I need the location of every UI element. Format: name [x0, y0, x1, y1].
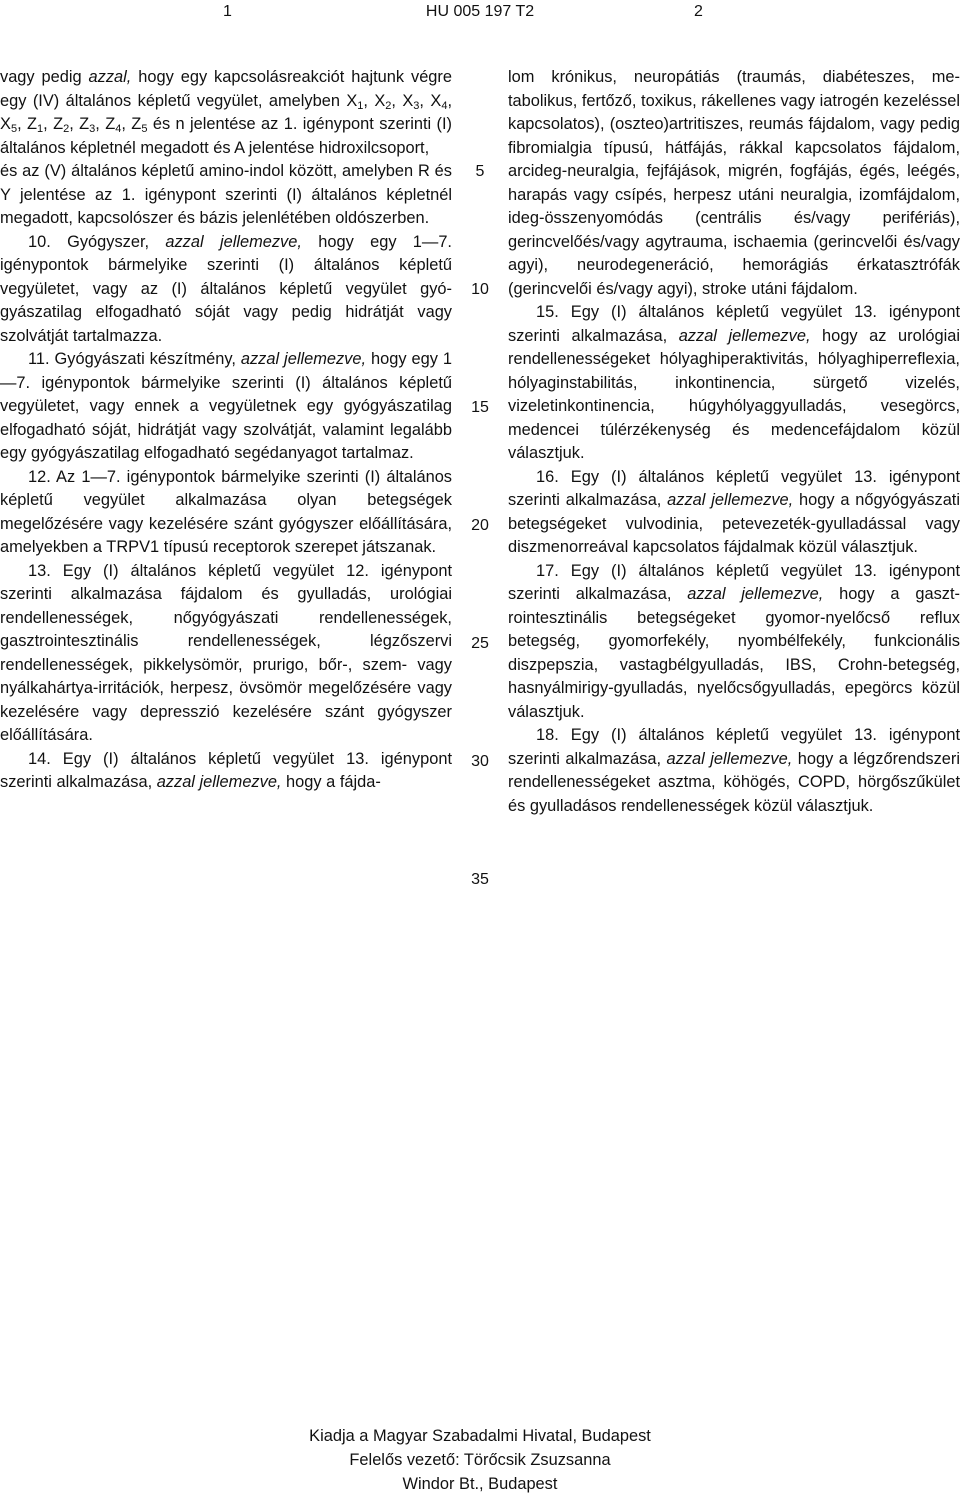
line-number: 15 — [471, 399, 489, 416]
printer-line: Windor Bt., Budapest — [402, 1475, 558, 1493]
claim-9-amino-indol: és az (V) általános képletű amino-indol között, amelyben R és Y jelentése az 1. igénypont szerinti (I) általános képletnél megadott, kapcsolószer és bázis jelenlétében oldószerben. — [0, 162, 452, 227]
claim-11: 11. Gyógyászati készítmény, azzal jellemezve, hogy egy 1—7. igénypontok bármelyike szerinti (I) általános képletű vegyületet, vagy ennek a vegyületnek egy gyógyászatilag elfogadható sóját, hidrátját vagy szolvátját, valamint legalább egy gyógyászatilag elfogadható segédanyagot tartalmaz. — [0, 350, 452, 462]
page-number-right: 2 — [694, 3, 703, 20]
page-number-left: 1 — [223, 3, 232, 20]
claim-15: 15. Egy (I) általános képletű vegyület 13. igénypont szerinti alkalmazása, azzal jellemezve, hogy az urológiai rendellenességeket hólyaghiperaktivitás, hólyaghiperreflexia, hólyaginstabilitás, inkontinencia, sürgető vizelés, vizeletinkontinencia, húgyhólyaggyulladás, vesegörcs, medencei túlérzékenység és medencefájdalom közül választjuk. — [508, 303, 960, 462]
claim-14-continuation: lom krónikus, neuropátiás (traumás, diabéteszes, metabolikus, fertőző, toxikus, rákellenes vagy iatrogén kezeléssel kapcsolatos), (oszteo)artritiszes, reumás fájdalom, vagy pedig fibromialgia típusú, hátfájás, rákkal kapcsolatos fájdalom, arcideg-neuralgia, fejfájások, migrén, fogfájás, égés, leégés, harapás vagy csípés, herpesz utáni neuralgia, izomfájdalom, ideg-összenyomódás (centrális és/vagy perifériás), gerincvelőés/vagy agytrauma, ischaemia (gerincvelői és/vagy agyi), neurodegeneráció, hemorágiás érkatasztrófák (gerincvelői és/vagy agyi), stroke utáni fájdalom. — [508, 68, 960, 298]
claim-10: 10. Gyógyszer, azzal jellemezve, hogy egy 1—7. igénypontok bármelyike szerinti (I) általános képletű vegyületet, vagy az (I) általános képletű vegyület gyógyászatilag elfogadható sóját vagy pedig hidrátját vagy szolvátját tartalmazza. — [0, 232, 452, 345]
claim-16: 16. Egy (I) általános képletű vegyület 13. igénypont szerinti alkalmazása, azzal jellemezve, hogy a nőgyógyászati betegségeket vulvodinia, petevezeték-gyulladással vagy diszmenorreával kapcsolatos fájdalmak közül választjuk. — [508, 467, 960, 556]
line-number: 5 — [475, 163, 485, 180]
document-number: HU 005 197 T2 — [425, 3, 535, 20]
publisher-line: Kiadja a Magyar Szabadalmi Hivatal, Budapest — [309, 1427, 651, 1445]
claim-13: 13. Egy (I) általános képletű vegyület 12. igénypont szerinti alkalmazása fájdalom és gyulladás, urológiai rendellenességek, nőgyógyászati rendellenességek, gasztrointesztinális rendellenességek, légzőszervi rendellenességek, pikkelysömör, prurigo, bőr-, szem- vagy nyálkahártya-irritációk, herpesz, övsömör megelőzésére vagy kezelésére vagy depresszió kezelésére szánt gyógyszer előállítására. — [0, 561, 452, 744]
line-number: 25 — [471, 635, 489, 652]
right-column — [508, 66, 960, 818]
claim-18: 18. Egy (I) általános képletű vegyület 13. igénypont szerinti alkalmazása, azzal jellemezve, hogy a légzőrendszeri rendellenességeket asztma, köhögés, COPD, hörgőszűkület és gyulladásos rendellenességek közül választjuk. — [508, 726, 960, 815]
responsible-line: Felelős vezető: Törőcsik Zsuzsanna — [349, 1451, 611, 1469]
line-number: 30 — [471, 753, 489, 770]
claim-12: 12. Az 1—7. igénypontok bármelyike szerinti (I) általános képletű vegyület alkalmazása olyan betegségek megelőzésére vagy kezelésére szánt gyógyszer előállítására, amelyekben a TRPV1 típusú receptorok szerepet játszanak. — [0, 467, 452, 556]
line-number: 20 — [471, 517, 489, 534]
line-number: 10 — [471, 281, 489, 298]
page-header — [0, 0, 960, 24]
line-number: 35 — [471, 871, 489, 888]
claim-17: 17. Egy (I) általános képletű vegyület 13. igénypont szerinti alkalmazása, azzal jellemezve, hogy a gasztrointesztinális betegségeket gyomor-nyelőcső reflux betegség, gyomorfekély, nyombélfekély, funkcionális diszpepszia, vastagbélgyulladás, IBS, Crohn-betegség, hasnyálmirigy-gyulladás, nyelőcsőgyulladás, epegörcs közül választjuk. — [508, 561, 960, 721]
claim-9-continuation: vagy pedig azzal, hogy egy kapcsolásreakciót hajtunk végre egy (IV) általános képletű vegyület, amelyben $X_1$, $X_2$, $X_3$, $X_4$, $X_5$, $Z_1$, $Z_2$, $Z_3$, $Z_4$, $Z_5$ és n jelentése az 1. igénypont szerinti (I) általános képletnél megadott és A jelentése hidroxilcsoport, — [0, 68, 452, 157]
claim-14: 14. Egy (I) általános képletű vegyület 13. igénypont szerinti alkalmazása, azzal jellemezve, hogy a fájda- — [0, 749, 452, 791]
left-column — [0, 66, 452, 795]
